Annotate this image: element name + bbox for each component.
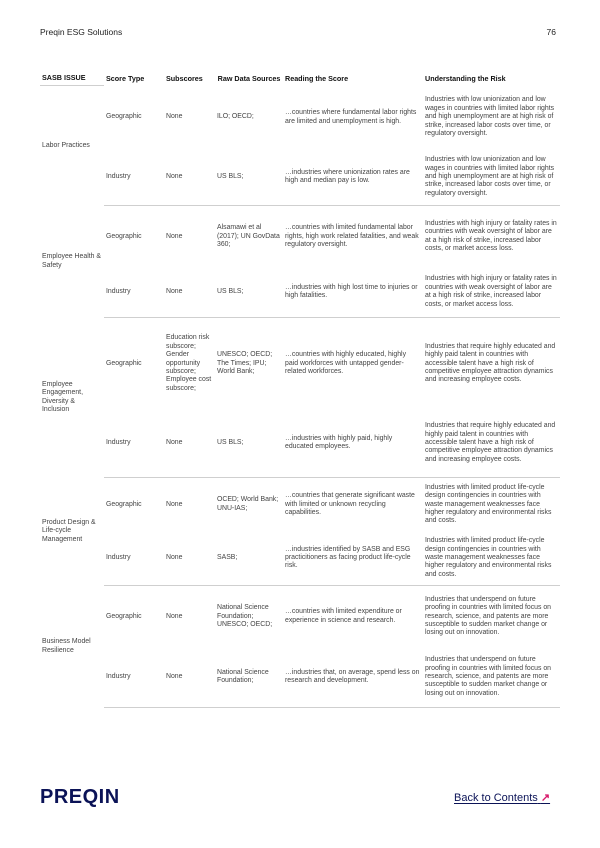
raw-data-cell: National Science Foundation;: [215, 648, 283, 708]
score-type-cell: Industry: [104, 150, 164, 206]
score-type-cell: Geographic: [106, 359, 142, 367]
understanding-cell: Industries with high injury or fatality rates in countries with weak oversight of labor are at a high risk of strike, increased labor costs, or market access loss.: [425, 219, 557, 253]
subscores-cell: None: [164, 532, 215, 586]
col-header-reading: Reading the Score: [285, 73, 349, 83]
col-header-raw-data: Raw Data Sources: [217, 73, 281, 83]
col-header-subscores: Subscores: [166, 73, 203, 83]
reading-cell: …countries with highly educated, highly paid workforces with untapped gender-related workforces.: [285, 351, 407, 375]
raw-data-cell: US BLS;: [215, 268, 283, 318]
understanding-cell: Industries with high injury or fatality rates in countries with weak oversight of labor are at a high risk of strike, increased labor costs, or market access loss.: [423, 268, 560, 318]
table-header-row: [40, 72, 560, 86]
sasb-issue-cell: Product Design & Life-cycle Management: [42, 518, 96, 543]
reading-cell: …industries identified by SASB and ESG practicitioners as facing product life-cycle risk.: [283, 532, 423, 586]
score-type-cell: Geographic: [106, 500, 142, 508]
subscores-cell: Education risk subscore; Gender opportunity subscore; Employee cost subscore;: [166, 334, 212, 392]
understanding-cell: Industries with low unionization and low wages in countries with limited labor rights and high unemployment are at high risk of strike, increased labor costs over time, or regulatory oversight.: [423, 150, 560, 206]
subscores-cell: None: [166, 500, 183, 508]
reading-cell: …industries where unionization rates are high and median pay is low.: [283, 150, 423, 206]
preqin-logo: PREQIN: [40, 786, 120, 808]
subscores-cell: None: [164, 410, 215, 478]
raw-data-cell: US BLS;: [215, 150, 283, 206]
col-header-issue: SASB ISSUE: [42, 73, 86, 82]
sasb-issue-table: [40, 72, 560, 708]
subscores-cell: None: [164, 268, 215, 318]
raw-data-cell: SASB;: [215, 532, 283, 586]
reading-cell: …industries that, on average, spend less on research and development.: [283, 648, 423, 708]
subscores-cell: None: [164, 648, 215, 708]
reading-cell: …industries with highly paid, highly educated employees.: [283, 410, 423, 478]
sasb-issue-cell: Business Model Resilience: [42, 638, 91, 654]
table-row: [40, 478, 560, 532]
score-type-cell: Geographic: [106, 232, 142, 240]
reading-cell: …industries with high lost time to injuries or high fatalities.: [283, 268, 423, 318]
table-row: [40, 318, 560, 410]
understanding-cell: Industries with limited product life-cycle design contingencies in countries with waste management weaknesses face higher regulatory and environmental risks and costs.: [425, 483, 552, 525]
sasb-issue-cell: Labor Practices: [40, 86, 104, 206]
table-row: [40, 410, 560, 478]
reading-cell: …countries that generate significant waste with limited or unknown recycling capabilities.: [285, 492, 415, 516]
score-type-cell: Geographic: [106, 113, 142, 121]
score-type-cell: Industry: [104, 268, 164, 318]
raw-data-cell: Alsamawi et al (2017); UN GovData 360;: [217, 224, 280, 248]
score-type-cell: Industry: [104, 532, 164, 586]
table-row: [40, 586, 560, 648]
score-type-cell: Industry: [104, 648, 164, 708]
back-to-contents-label: Back to Contents: [454, 792, 538, 804]
understanding-cell: Industries that require highly educated and highly paid talent in countries with accessible talent have a high risk of competitive employee attraction dynamics and increasing employee costs.: [423, 410, 560, 478]
understanding-cell: Industries that underspend on future proofing in countries with limited focus on research, science, and patents are more susceptible to sudden market change or losing out on innovation.: [425, 595, 552, 637]
table-row: [40, 150, 560, 206]
table-row: [40, 206, 560, 268]
col-header-score-type: Score Type: [106, 73, 145, 83]
understanding-cell: Industries with limited product life-cycle design contingencies in countries with waste management weaknesses face higher regulatory and environmental risks and costs.: [423, 532, 560, 586]
arrow-up-right-icon: ↗: [540, 792, 551, 804]
understanding-cell: Industries that underspend on future proofing in countries with limited focus on research, science, and patents are more susceptible to sudden market change or losing out on innovation.: [423, 648, 560, 708]
col-header-understanding: Understanding the Risk: [425, 73, 506, 83]
table-row: [40, 86, 560, 150]
reading-cell: …countries where fundamental labor rights are limited and unemployment is high.: [285, 109, 417, 125]
reading-cell: …countries with limited fundamental labor rights, high work related fatalities, and weak regulatory oversight.: [285, 224, 419, 248]
sasb-issue-cell: Employee Health & Safety: [42, 253, 101, 269]
subscores-cell: None: [166, 113, 183, 121]
understanding-cell: Industries that require highly educated and highly paid talent in countries with accessible talent have a high risk of competitive employee attraction dynamics and increasing employee costs.: [425, 342, 556, 384]
subscores-cell: None: [166, 232, 183, 240]
subscores-cell: None: [164, 150, 215, 206]
score-type-cell: Geographic: [106, 612, 142, 620]
page-number: 76: [546, 27, 556, 37]
raw-data-cell: UNESCO; OECD; The Times; IPU; World Bank;: [217, 351, 273, 375]
score-type-cell: Industry: [104, 410, 164, 478]
table-row: [40, 268, 560, 318]
table-row: [40, 648, 560, 708]
reading-cell: …countries with limited expenditure or experience in science and research.: [285, 608, 402, 624]
raw-data-cell: US BLS;: [215, 410, 283, 478]
table-row: [40, 532, 560, 586]
subscores-cell: None: [166, 612, 183, 620]
understanding-cell: Industries with low unionization and low wages in countries with limited labor rights and high unemployment are at high risk of strike, increased labor costs over time, or regulatory oversight.: [425, 96, 555, 138]
raw-data-cell: National Science Foundation; UNESCO; OECD;: [217, 604, 273, 628]
raw-data-cell: OCED; World Bank; UNU-IAS;: [217, 496, 279, 512]
document-header-title: Preqin ESG Solutions: [40, 27, 123, 37]
back-to-contents-link[interactable]: [454, 791, 550, 804]
sasb-issue-cell: Employee Engagement, Diversity & Inclusion: [42, 380, 83, 413]
raw-data-cell: ILO; OECD;: [217, 113, 254, 121]
